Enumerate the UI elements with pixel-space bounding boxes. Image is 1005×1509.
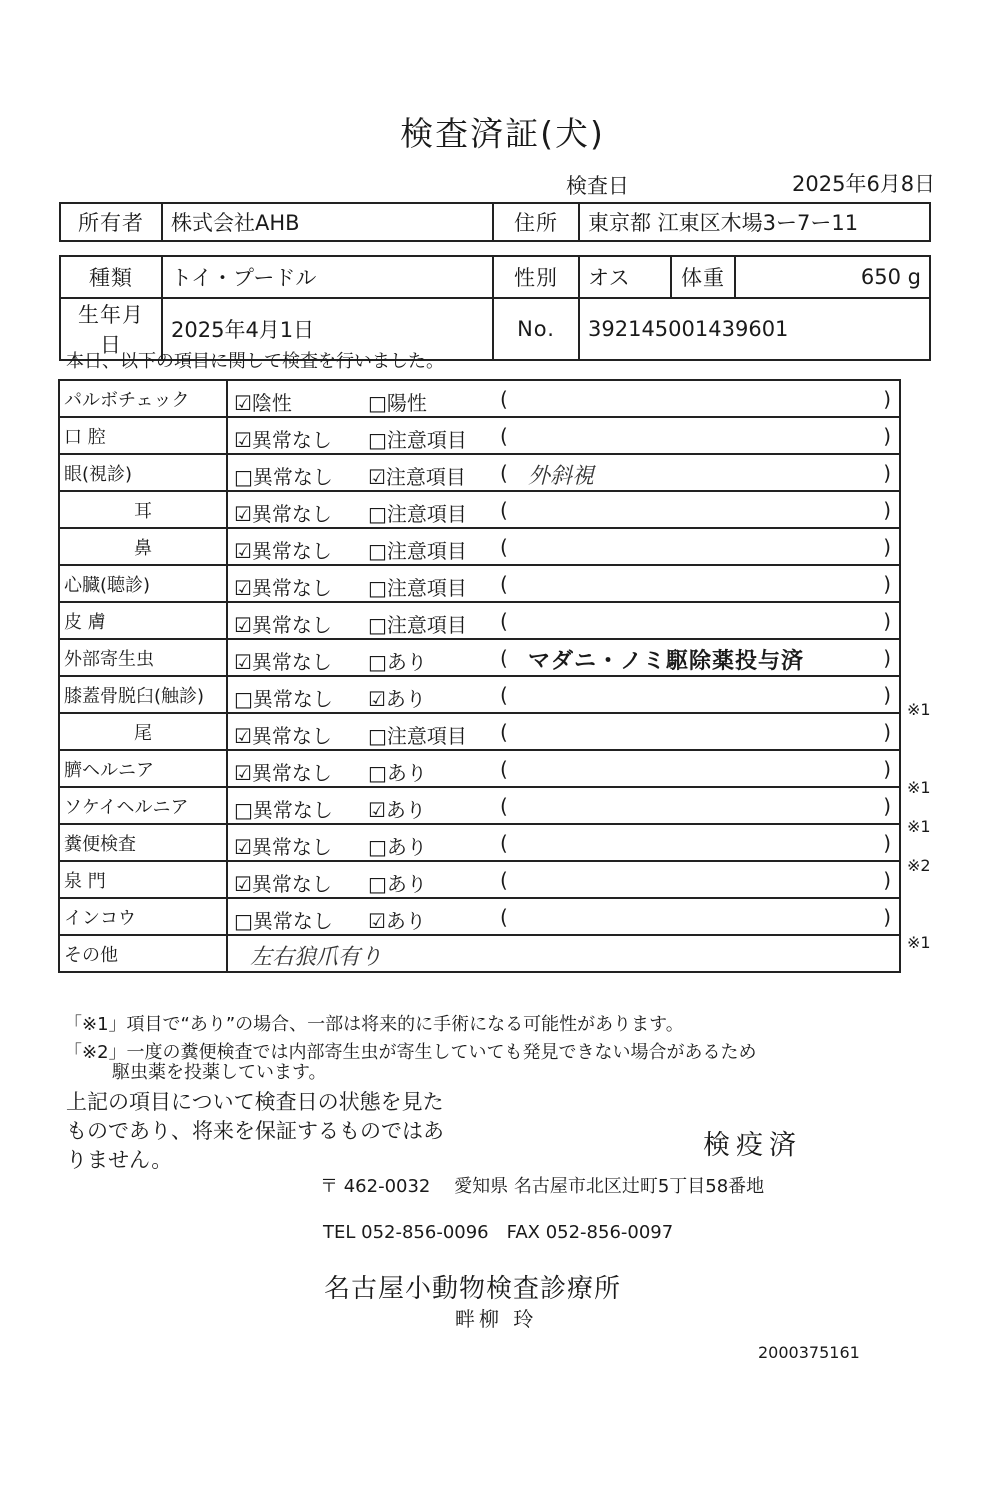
inspection-row [59,861,900,898]
owner-table [59,202,931,242]
inspection-row [59,824,900,861]
result-option-flag: □注意項目 [368,724,467,748]
result-option-normal: □異常なし [234,465,333,489]
footnote-2: 「※2」一度の糞便検査では内部寄生虫が寄生していても発見できない場合があるため [64,1042,757,1063]
exam-date: 2025年6月8日 [792,172,936,196]
no-label: No. [493,298,579,360]
result-option-flag: □注意項目 [368,502,467,526]
inspection-row [59,491,900,528]
item-label-text: 糞便検査 [64,833,136,855]
intro-text: 本日、以下の項目に関して検査を行いました。 [66,351,444,372]
mark-note-1: ※1 [907,933,931,952]
result-option-flag: ☑注意項目 [368,465,466,489]
inspection-row [59,898,900,935]
item-label-text: 皮 膚 [64,611,106,633]
quarantine-stamp: 検疫済 [703,1130,802,1161]
weight-value: 650 g [735,256,930,298]
comment-open-paren: ( [500,387,508,411]
inspection-item-label [59,454,227,491]
result-option-flag: ☑あり [368,798,426,822]
item-label-text: 心臓(聴診) [64,574,151,596]
result-option-normal: ☑異常なし [234,724,332,748]
result-option-normal: ☑異常なし [234,872,332,896]
result-option-flag: ☑あり [368,909,426,933]
inspection-item-label [59,602,227,639]
breed-label: 種類 [60,256,162,298]
result-option-normal: □異常なし [234,909,333,933]
inspection-result [227,602,900,639]
inspection-row [59,380,900,417]
result-option-flag: □あり [368,650,427,674]
inspection-item-label [59,380,227,417]
other-note: 左右狼爪有り [250,945,383,970]
result-option-flag: □陽性 [368,391,427,415]
document-title: 検査済証(犬) [400,114,605,153]
inspection-result [227,491,900,528]
clinic-name: 名古屋小動物検査診療所 [324,1274,622,1304]
inspection-result [227,676,900,713]
result-option-flag: □あり [368,761,427,785]
result-option-flag: □注意項目 [368,428,467,452]
breed-value: トイ・プードル [162,256,493,298]
item-label-text: 泉 門 [64,870,106,892]
inspection-row [59,639,900,676]
item-label-text: 眼(視診) [64,463,133,485]
mark-note-1: ※1 [907,778,931,797]
inspection-result [227,639,900,676]
inspection-item-label [59,824,227,861]
result-option-flag: □注意項目 [368,613,467,637]
weight-label: 体重 [671,256,735,298]
address-label: 住所 [493,203,579,241]
result-option-normal: ☑異常なし [234,428,332,452]
comment-close-paren: ) [883,609,891,633]
comment-open-paren: ( [500,609,508,633]
result-option-normal: ☑異常なし [234,502,332,526]
inspection-item-label [59,528,227,565]
result-option-normal: ☑異常なし [234,835,332,859]
disclaimer-statement: 上記の項目について検査日の状態を見たものであり、将来を保証するものではありません。 [66,1090,444,1172]
comment-open-paren: ( [500,461,508,485]
veterinarian-name: 畔柳 玲 [455,1307,538,1331]
comment-close-paren: ) [883,461,891,485]
result-option-flag: □注意項目 [368,539,467,563]
item-label-text: 耳 [134,500,152,522]
inspection-item-label [59,898,227,935]
item-label-text: 口 腔 [64,426,106,448]
owner-value: 株式会社AHB [162,203,493,241]
comment-text: 外斜視 [528,464,595,489]
other-note-cell [227,935,900,972]
inspection-row [59,676,900,713]
comment-close-paren: ) [883,757,891,781]
comment-open-paren: ( [500,757,508,781]
comment-open-paren: ( [500,683,508,707]
owner-label: 所有者 [60,203,162,241]
result-option-flag: ☑あり [368,687,426,711]
comment-open-paren: ( [500,498,508,522]
sex-value: オス [579,256,671,298]
inspection-result [227,824,900,861]
other-label-text: その他 [64,944,118,966]
item-label-text: ソケイヘルニア [64,796,189,818]
comment-close-paren: ) [883,535,891,559]
comment-open-paren: ( [500,905,508,929]
item-label-text: 外部寄生虫 [64,648,154,670]
inspection-item-label [59,787,227,824]
comment-close-paren: ) [883,424,891,448]
comment-open-paren: ( [500,572,508,596]
clinic-address: 〒 462-0032 愛知県 名古屋市北区辻町5丁目58番地 [320,1176,765,1197]
result-option-normal: □異常なし [234,687,333,711]
comment-open-paren: ( [500,868,508,892]
inspection-item-label [59,713,227,750]
inspection-row [59,528,900,565]
comment-close-paren: ) [883,646,891,670]
comment-open-paren: ( [500,831,508,855]
comment-open-paren: ( [500,646,508,670]
item-label-text: パルボチェック [64,389,190,411]
footnote-2-continued: 駆虫薬を投薬しています。 [112,1062,327,1083]
item-label-text: 膝蓋骨脱臼(触診) [64,685,205,707]
inspection-result [227,380,900,417]
result-option-normal: ☑異常なし [234,576,332,600]
inspection-item-label [59,417,227,454]
mark-note-1: ※1 [907,817,931,836]
inspection-row [59,454,900,491]
comment-close-paren: ) [883,720,891,744]
footnote-1: 「※1」項目で“あり”の場合、一部は将来的に手術になる可能性があります。 [64,1014,684,1035]
comment-close-paren: ) [883,905,891,929]
inspection-row [59,417,900,454]
birth-label: 生年月日 [60,298,162,360]
serial-number: 2000375161 [758,1343,860,1362]
comment-open-paren: ( [500,424,508,448]
item-label-text: 尾 [134,722,152,744]
inspection-result [227,528,900,565]
sex-label: 性別 [493,256,579,298]
inspection-table [58,379,901,973]
exam-date-label: 検査日 [566,174,629,198]
result-option-normal: ☑異常なし [234,539,332,563]
comment-close-paren: ) [883,831,891,855]
comment-close-paren: ) [883,572,891,596]
inspection-result [227,898,900,935]
result-option-normal: □異常なし [234,798,333,822]
inspection-item-label [59,491,227,528]
comment-open-paren: ( [500,794,508,818]
inspection-result [227,454,900,491]
inspection-item-label [59,750,227,787]
item-label-text: 鼻 [134,537,152,559]
result-option-normal: ☑異常なし [234,650,332,674]
inspection-result [227,417,900,454]
inspection-row [59,787,900,824]
inspection-row [59,750,900,787]
result-option-flag: □あり [368,872,427,896]
result-option-flag: □注意項目 [368,576,467,600]
inspection-item-label [59,861,227,898]
comment-close-paren: ) [883,498,891,522]
mark-note-2: ※2 [907,856,931,875]
comment-close-paren: ) [883,387,891,411]
inspection-result [227,713,900,750]
inspection-row [59,602,900,639]
address-value: 東京都 江東区木場3ー7ー11 [579,203,930,241]
other-label [59,935,227,972]
comment-close-paren: ) [883,794,891,818]
result-option-normal: ☑異常なし [234,761,332,785]
inspection-result [227,750,900,787]
inspection-result [227,861,900,898]
no-value: 392145001439601 [579,298,930,360]
birth-value: 2025年4月1日 [162,298,493,360]
comment-close-paren: ) [883,683,891,707]
comment-open-paren: ( [500,720,508,744]
inspection-row [59,565,900,602]
result-option-normal: ☑異常なし [234,613,332,637]
inspection-row [59,713,900,750]
comment-open-paren: ( [500,535,508,559]
item-label-text: インコウ [64,907,136,929]
inspection-result [227,787,900,824]
result-option-normal: ☑陰性 [234,391,292,415]
inspection-item-label [59,676,227,713]
comment-close-paren: ) [883,868,891,892]
pet-info-table [59,255,931,361]
mark-note-1: ※1 [907,700,931,719]
other-row [59,935,900,972]
inspection-item-label [59,639,227,676]
item-label-text: 臍ヘルニア [64,759,154,781]
clinic-contact: TEL 052-856-0096 FAX 052-856-0097 [323,1222,674,1243]
inspection-result [227,565,900,602]
comment-text: マダニ・ノミ駆除薬投与済 [528,649,805,674]
result-option-flag: □あり [368,835,427,859]
inspection-item-label [59,565,227,602]
